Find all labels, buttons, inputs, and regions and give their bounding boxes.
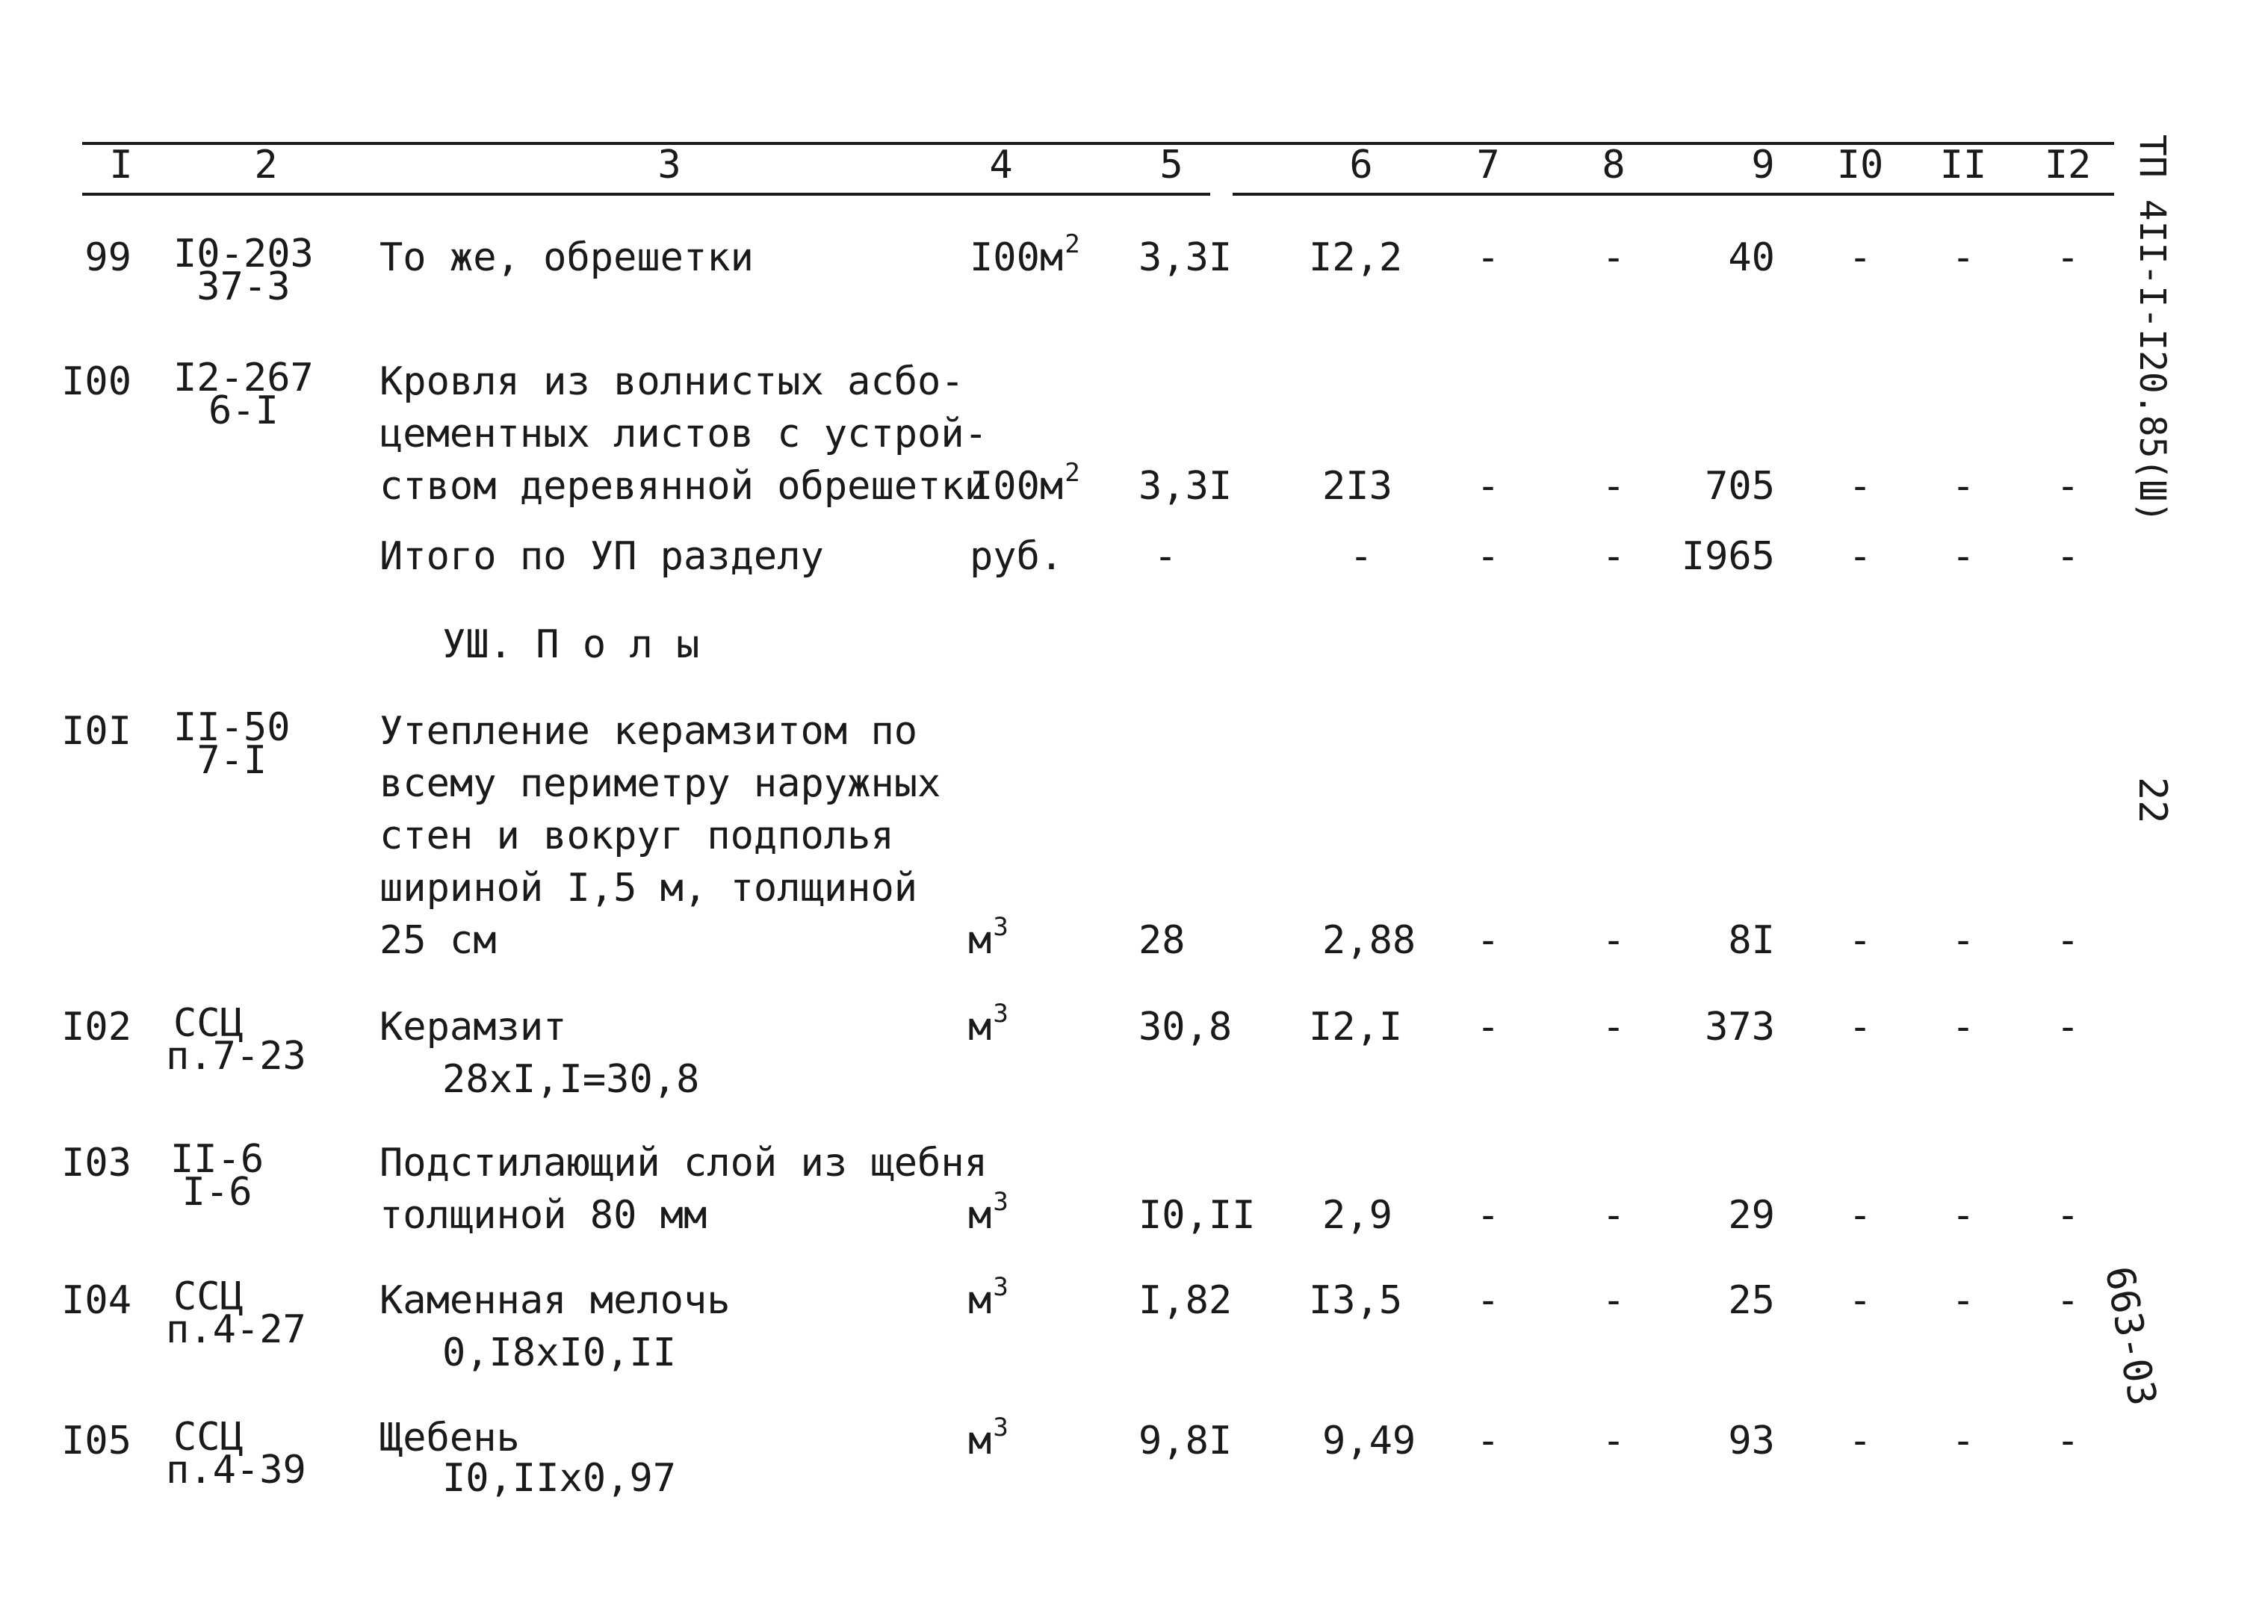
col-12-value: -: [2056, 1193, 2080, 1238]
col-7-value: -: [1476, 1193, 1500, 1238]
unit-price: I2,2: [1309, 235, 1403, 280]
quantity: 3,3I: [1138, 235, 1233, 280]
col-header-7: 7: [1476, 143, 1500, 187]
header-bottom-rule-left: [82, 193, 1210, 196]
col-11-value: -: [1951, 534, 1975, 579]
work-description: Подстилающий слой из щебня толщиной 80 мм: [379, 1141, 988, 1238]
norm-code: ССЦ п.4-39: [166, 1415, 306, 1493]
unit: $м^3$: [968, 1187, 1008, 1238]
col-7-value: -: [1476, 1005, 1500, 1050]
col-11-value: -: [1951, 1193, 1975, 1238]
work-description: Керамзит 28xI,I=30,8: [379, 1005, 700, 1102]
unit: $м^3$: [968, 999, 1008, 1050]
quantity: 30,8: [1138, 1005, 1233, 1050]
col-8-value: -: [1602, 235, 1626, 280]
unit-price: 2,9: [1322, 1193, 1392, 1238]
work-description: То же, обрешетки: [379, 235, 754, 280]
col-10-value: -: [1848, 534, 1872, 579]
col-header-9: 9: [1751, 143, 1775, 187]
col-8-value: -: [1602, 1193, 1626, 1238]
col-header-1: I: [109, 143, 133, 187]
row-number: I0I: [61, 709, 131, 754]
quantity: 9,8I: [1138, 1419, 1233, 1463]
norm-code: I0-203 37-3: [173, 232, 314, 309]
col-header-6: 6: [1349, 143, 1373, 187]
col-10-value: -: [1848, 1193, 1872, 1238]
page-number: 22: [2130, 777, 2175, 824]
col-11-value: -: [1951, 1005, 1975, 1050]
unit: $I00м^2$: [970, 229, 1080, 280]
unit: руб.: [970, 534, 1064, 579]
col-7-value: -: [1476, 1278, 1500, 1323]
col-8-value: -: [1602, 464, 1626, 509]
quantity: I0,II: [1138, 1193, 1256, 1238]
unit-price: I2,I: [1309, 1005, 1403, 1050]
col-7-value: -: [1476, 1419, 1500, 1463]
col-10-value: -: [1848, 1419, 1872, 1463]
row-number: I04: [61, 1278, 131, 1323]
total-cost: 29: [1728, 1193, 1775, 1238]
col-12-value: -: [2056, 918, 2080, 963]
row-number: I05: [61, 1419, 131, 1463]
col-8-value: -: [1602, 534, 1626, 579]
col-12-value: -: [2056, 1005, 2080, 1050]
unit: $м^3$: [968, 1413, 1008, 1463]
subtotal-label: Итого по УП разделу: [379, 534, 824, 579]
col-11-value: -: [1951, 918, 1975, 963]
col-11-value: -: [1951, 1419, 1975, 1463]
total-cost: 93: [1728, 1419, 1775, 1463]
row-number: I03: [61, 1141, 131, 1186]
unit-price: 2,88: [1322, 918, 1416, 963]
unit-price: 9,49: [1322, 1419, 1416, 1463]
col-header-4: 4: [989, 143, 1013, 187]
work-description: Каменная мелочь 0,I8xI0,II: [379, 1278, 731, 1375]
col-10-value: -: [1848, 918, 1872, 963]
col-header-5: 5: [1159, 143, 1183, 187]
col-10-value: -: [1848, 235, 1872, 280]
unit: $м^3$: [968, 912, 1008, 963]
total-cost: 373: [1705, 1005, 1775, 1050]
col-7-value: -: [1476, 534, 1500, 579]
work-description: Щебень I0,IIx0,97: [379, 1416, 677, 1501]
col-8-value: -: [1602, 1419, 1626, 1463]
col-12-value: -: [2056, 464, 2080, 509]
norm-code: ССЦ п.7-23: [166, 1001, 306, 1079]
col-7-value: -: [1476, 918, 1500, 963]
quantity: 3,3I: [1138, 464, 1233, 509]
norm-code: I2-267 6-I: [173, 356, 314, 433]
total-cost: 40: [1728, 235, 1775, 280]
unit-price: I3,5: [1309, 1278, 1403, 1323]
col-7-value: -: [1476, 464, 1500, 509]
unit-price: 2I3: [1322, 464, 1392, 509]
quantity: 28: [1138, 918, 1186, 963]
unit-price: -: [1349, 534, 1373, 579]
document-code-stamp: ТП 4II-I-I20.85(Ш): [2131, 134, 2173, 524]
col-12-value: -: [2056, 1419, 2080, 1463]
row-number: I02: [61, 1005, 131, 1050]
quantity: I,82: [1138, 1278, 1233, 1323]
section-title: УШ. П о л ы: [442, 622, 700, 667]
row-number: 99: [84, 235, 131, 280]
header-bottom-rule-right: [1233, 193, 2114, 196]
header-top-rule: [82, 142, 2114, 145]
col-header-2: 2: [254, 143, 278, 187]
unit: $м^3$: [968, 1272, 1008, 1323]
col-header-11: II: [1939, 143, 1987, 187]
col-7-value: -: [1476, 235, 1500, 280]
col-10-value: -: [1848, 1278, 1872, 1323]
total-cost: I965: [1681, 534, 1775, 579]
unit: $I00м^2$: [970, 458, 1080, 509]
col-header-10: I0: [1836, 143, 1884, 187]
norm-code: ССЦ п.4-27: [166, 1274, 306, 1352]
col-12-value: -: [2056, 534, 2080, 579]
norm-code: II-6 I-6: [170, 1137, 264, 1215]
row-number: I00: [61, 359, 131, 404]
work-description: Кровля из волнистых асбо- цементных листов с устрой- ством деревянной обрешетки: [379, 359, 988, 509]
col-11-value: -: [1951, 235, 1975, 280]
col-11-value: -: [1951, 1278, 1975, 1323]
col-10-value: -: [1848, 1005, 1872, 1050]
col-10-value: -: [1848, 464, 1872, 509]
total-cost: 25: [1728, 1278, 1775, 1323]
col-12-value: -: [2056, 235, 2080, 280]
col-header-3: 3: [657, 143, 681, 187]
col-11-value: -: [1951, 464, 1975, 509]
col-8-value: -: [1602, 918, 1626, 963]
col-8-value: -: [1602, 1005, 1626, 1050]
quantity: -: [1153, 534, 1177, 579]
col-8-value: -: [1602, 1278, 1626, 1323]
total-cost: 705: [1705, 464, 1775, 509]
col-header-8: 8: [1602, 143, 1626, 187]
col-header-12: I2: [2044, 143, 2092, 187]
sheet-code-stamp: 663-03: [2095, 1262, 2165, 1410]
col-12-value: -: [2056, 1278, 2080, 1323]
work-description: Утепление керамзитом по всему периметру наружных стен и вокруг подполья шириной I,5 м, толщиной 25 см: [379, 709, 941, 963]
norm-code: II-50 7-I: [173, 705, 291, 783]
total-cost: 8I: [1728, 918, 1775, 963]
